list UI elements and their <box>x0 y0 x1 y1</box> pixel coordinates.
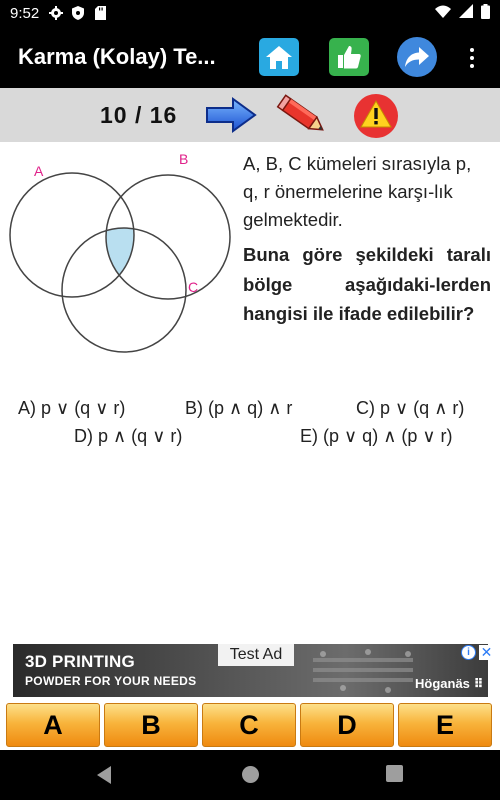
option-a: A) p ∨ (q ∨ r) <box>18 398 126 418</box>
question-area <box>0 142 500 457</box>
ad-close-icon[interactable]: ✕ <box>480 644 493 660</box>
next-arrow-icon[interactable] <box>205 96 257 134</box>
report-warning-icon[interactable] <box>352 93 400 139</box>
ad-banner[interactable] <box>13 644 493 697</box>
signal-icon <box>459 4 473 22</box>
home-circle-icon[interactable] <box>241 765 260 784</box>
venn-label-c: C <box>188 279 199 295</box>
ad-brand: Höganäs ⠿ <box>415 676 484 691</box>
wifi-icon <box>435 5 451 22</box>
answer-button-d[interactable]: D <box>300 703 394 747</box>
venn-diagram <box>0 150 240 355</box>
battery-icon <box>481 4 490 23</box>
question-text <box>243 150 491 329</box>
back-icon[interactable] <box>95 765 113 785</box>
ad-info-icon[interactable]: i <box>461 645 476 660</box>
home-icon <box>265 44 293 70</box>
system-navigation-bar <box>0 750 500 800</box>
app-bar <box>0 26 500 88</box>
venn-label-a: A <box>34 163 44 179</box>
overflow-menu-icon[interactable] <box>462 45 482 71</box>
thumbs-up-icon <box>335 43 363 71</box>
question-counter: 10 / 16 <box>100 102 178 128</box>
recents-square-icon[interactable] <box>386 765 403 782</box>
option-b: B) (p ∧ q) ∧ r <box>185 398 293 418</box>
option-c: C) p ∨ (q ∧ r) <box>356 398 465 418</box>
home-button[interactable] <box>259 38 299 76</box>
answer-button-b[interactable]: B <box>104 703 198 747</box>
option-d: D) p ∧ (q ∨ r) <box>74 426 183 446</box>
status-time: 9:52 <box>10 4 40 22</box>
like-button[interactable] <box>329 38 369 76</box>
settings-gear-icon <box>49 6 63 20</box>
question-prompt: Buna göre şekildeki taralı bölge aşağıdaki-lerden hangisi ile ifade edilebilir? <box>243 244 491 324</box>
answer-button-c[interactable]: C <box>202 703 296 747</box>
question-statement: A, B, C kümeleri sırasıyla p, q, r önermelerine karşı-lık gelmektedir. <box>243 153 472 230</box>
test-ad-badge: Test Ad <box>218 644 294 666</box>
pencil-icon[interactable] <box>277 92 329 140</box>
status-bar <box>0 0 500 26</box>
shield-icon <box>71 6 85 20</box>
ad-headline: 3D PRINTING <box>25 652 135 671</box>
answer-buttons <box>0 700 500 750</box>
app-title: Karma (Kolay) Te... <box>18 44 216 69</box>
option-e: E) (p ∨ q) ∧ (p ∨ r) <box>300 426 453 446</box>
answer-button-e[interactable]: E <box>398 703 492 747</box>
venn-label-b: B <box>179 151 189 167</box>
share-arrow-icon <box>403 44 431 70</box>
answer-button-a[interactable]: A <box>6 703 100 747</box>
share-button[interactable] <box>397 37 437 77</box>
question-toolbar <box>0 88 500 142</box>
sd-card-icon <box>93 6 107 20</box>
ad-subline: POWDER FOR YOUR NEEDS <box>25 674 197 688</box>
